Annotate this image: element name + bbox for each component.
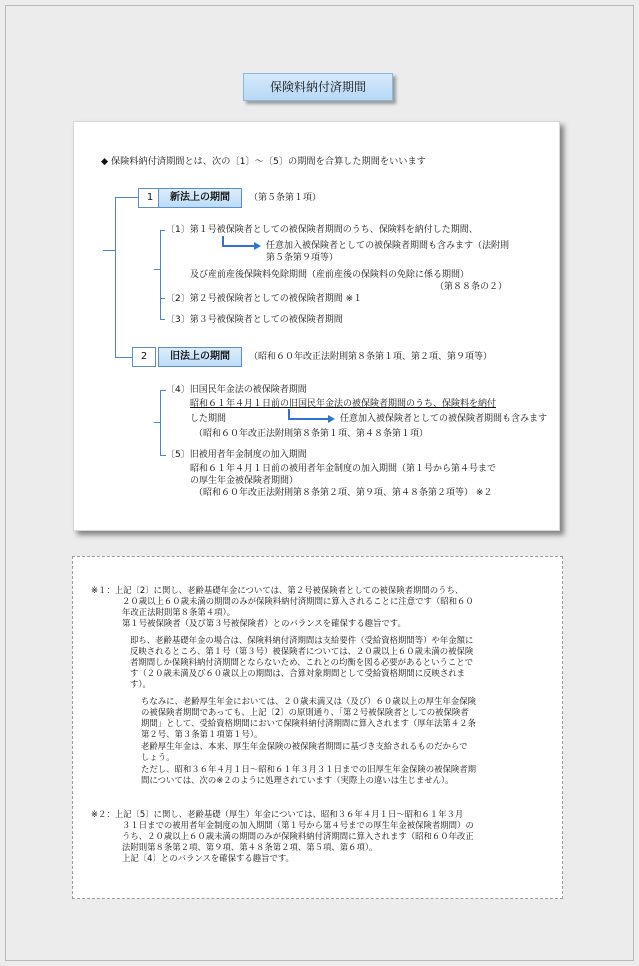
section1-bracket-tick: [154, 269, 160, 270]
note1-p3-line: ちなみに、老齢厚生年金においては、２０歳未満又は（及び）６０歳以上の厚生年金保険: [141, 696, 476, 706]
section1-ref: （第５条第１項）: [249, 193, 322, 203]
note2-line: 法附則第８条第２項、第９項、第４８条第２項、第５項、第６項）。: [122, 842, 378, 852]
section1-bracket-mid: [160, 298, 165, 299]
item4-line2: 昭和６１年４月１日前の旧国民年金法の被保険者期間のうち、保険料を納付: [190, 399, 497, 409]
item1-arrow-text1: 任意加入被保険者としての被保険者期間も含みます（法附則: [266, 241, 510, 251]
note1-p2-line: す（２０歳未満及び６０歳以上の期間は、合算対象期間として受給資格期間に反映されま: [130, 668, 465, 678]
section2-label: 旧法上の期間: [158, 347, 242, 367]
section2-bracket: [160, 390, 161, 456]
section2-bracket-tick: [154, 422, 160, 423]
section1-number: 1: [138, 188, 162, 208]
item1-line3: （第８８条の２）: [435, 282, 508, 292]
note1-line: ２０歳以上６０歳未満の期間のみが保険料納付済期間に算入されることに注意です（昭和６０: [122, 596, 474, 606]
note1-p3-line: 第２号、第３条第１項第１号）。: [141, 729, 263, 739]
item4-line1: 〔4〕旧国民年金法の被保険者期間: [166, 385, 307, 395]
note1-line: 第１号被保険者（及び第３号被保険者）とのバランスを確保する趣旨です。: [122, 618, 406, 628]
note1-p2-line: 者期間しか保険料納付済期間とならないため、これとの均衡を図る必要があるということで: [130, 657, 474, 667]
summary-card: [73, 121, 560, 531]
item2-text: 〔2〕第２号被保険者としての被保険者期間 ※１: [166, 294, 363, 304]
note1-p3-line: 老齢厚生年金は、本来、厚生年金保険の被保険者期間に基づき支給されるものだからで: [141, 741, 468, 751]
connector-section1: [115, 197, 138, 198]
item1-arrow-line: [222, 245, 254, 247]
note1-p3-line: の被保険者期間であっても、上記〔2〕の原則通り、「第２号被保険者としての被保険者: [141, 707, 469, 717]
page-title: 保険料納付済期間: [243, 73, 393, 101]
note2-line: うち、２０歳以上６０歳未満の期間のみが保険料納付済期間に算入されます（昭和６０年改正: [122, 831, 474, 841]
note1-line: 年改正法附則第８条第４項）。: [122, 607, 236, 617]
note2-line: ３１日までの被用者年金制度の加入期間（第１号から第４号までの厚生年金被保険者期間）の: [122, 820, 474, 830]
item1-line1: 〔1〕第１号被保険者としての被保険者期間のうち、保険料を納付した期間、: [166, 225, 478, 235]
notes-box: [72, 556, 563, 899]
note1-p2-line: 即ち、老齢基礎年金の場合は、保険料納付済期間は支給要件（受給資格期間等）や年金額に: [130, 635, 474, 645]
note1-p2-line: す）。: [130, 679, 151, 689]
main-connector-line: [115, 197, 116, 357]
item5-line3: の厚生年金被保険者期間）: [190, 476, 299, 486]
section2-ref: （昭和６０年改正法附則第８条第１項、第２項、第９項等）: [249, 352, 493, 362]
note1-p2-line: 反映されるところ、第１号（第３号）被保険者については、２０歳以上６０歳未満の被保険: [130, 646, 474, 656]
item1-arrow-head: [254, 242, 261, 250]
note1-p3-line: 間については、次の※２のように処理されています（実際上の違いは生じません）。: [141, 775, 454, 785]
item4-arrow-line: [288, 418, 328, 420]
item5-line2: 昭和６１年４月１日前の被用者年金制度の加入期間（第１号から第４号まで: [190, 464, 497, 474]
note2-line: ※２：上記〔5〕に関し、老齢基礎（厚生）年金については、昭和３６年４月１日～昭和６１年３月: [91, 809, 464, 819]
item1-line2: 及び産前産後保険料免除期間（産前産後の保険料の免除に係る期間）: [190, 270, 470, 280]
section1-label: 新法上の期間: [158, 188, 242, 208]
note1-p3-line: ただし、昭和３６年４月１日～昭和６１年３月３１日までの旧厚生年金保険の被保険者期: [141, 764, 476, 774]
section2-number: 2: [132, 347, 156, 367]
item4-line3: した期間: [190, 414, 227, 424]
item4-line4: （昭和６０年改正法附則第８条第１項、第４８条第１項）: [194, 429, 429, 439]
main-connector-tick: [103, 250, 115, 251]
item4-arrow-head: [328, 415, 335, 423]
item5-line4: （昭和６０年改正法附則第８条第２項、第９項、第４８条第２項等） ※２: [194, 488, 493, 498]
item5-line1: 〔5〕旧被用者年金制度の加入期間: [166, 450, 307, 460]
note1-p3-line: しょう。: [141, 752, 175, 762]
note1-line: ※１：上記〔2〕に関し、老齢基礎年金については、第２号被保険者としての被保険者期間のうち、: [91, 585, 464, 595]
section1-bracket-bottom: [160, 319, 165, 320]
section1-bracket: [160, 230, 161, 320]
item4-arrow-text: 任意加入被保険者としての被保険者期間も含みます: [340, 414, 548, 424]
item1-arrow-text2: 第５条第９項等）: [266, 253, 339, 263]
note2-line: 上記〔4〕とのバランスを確保する趣旨です。: [122, 853, 294, 863]
note1-p3-line: 期間」として、受給資格期間において保険料納付済期間に算入されます（厚年法第４２条: [141, 718, 476, 728]
section1-bracket-top: [160, 230, 165, 231]
intro-text: ◆ 保険料納付済期間とは、次の〔1〕～〔5〕の期間を合算した期間をいいます: [101, 156, 426, 167]
item3-text: 〔3〕第３号被保険者としての被保険者期間: [166, 315, 343, 325]
